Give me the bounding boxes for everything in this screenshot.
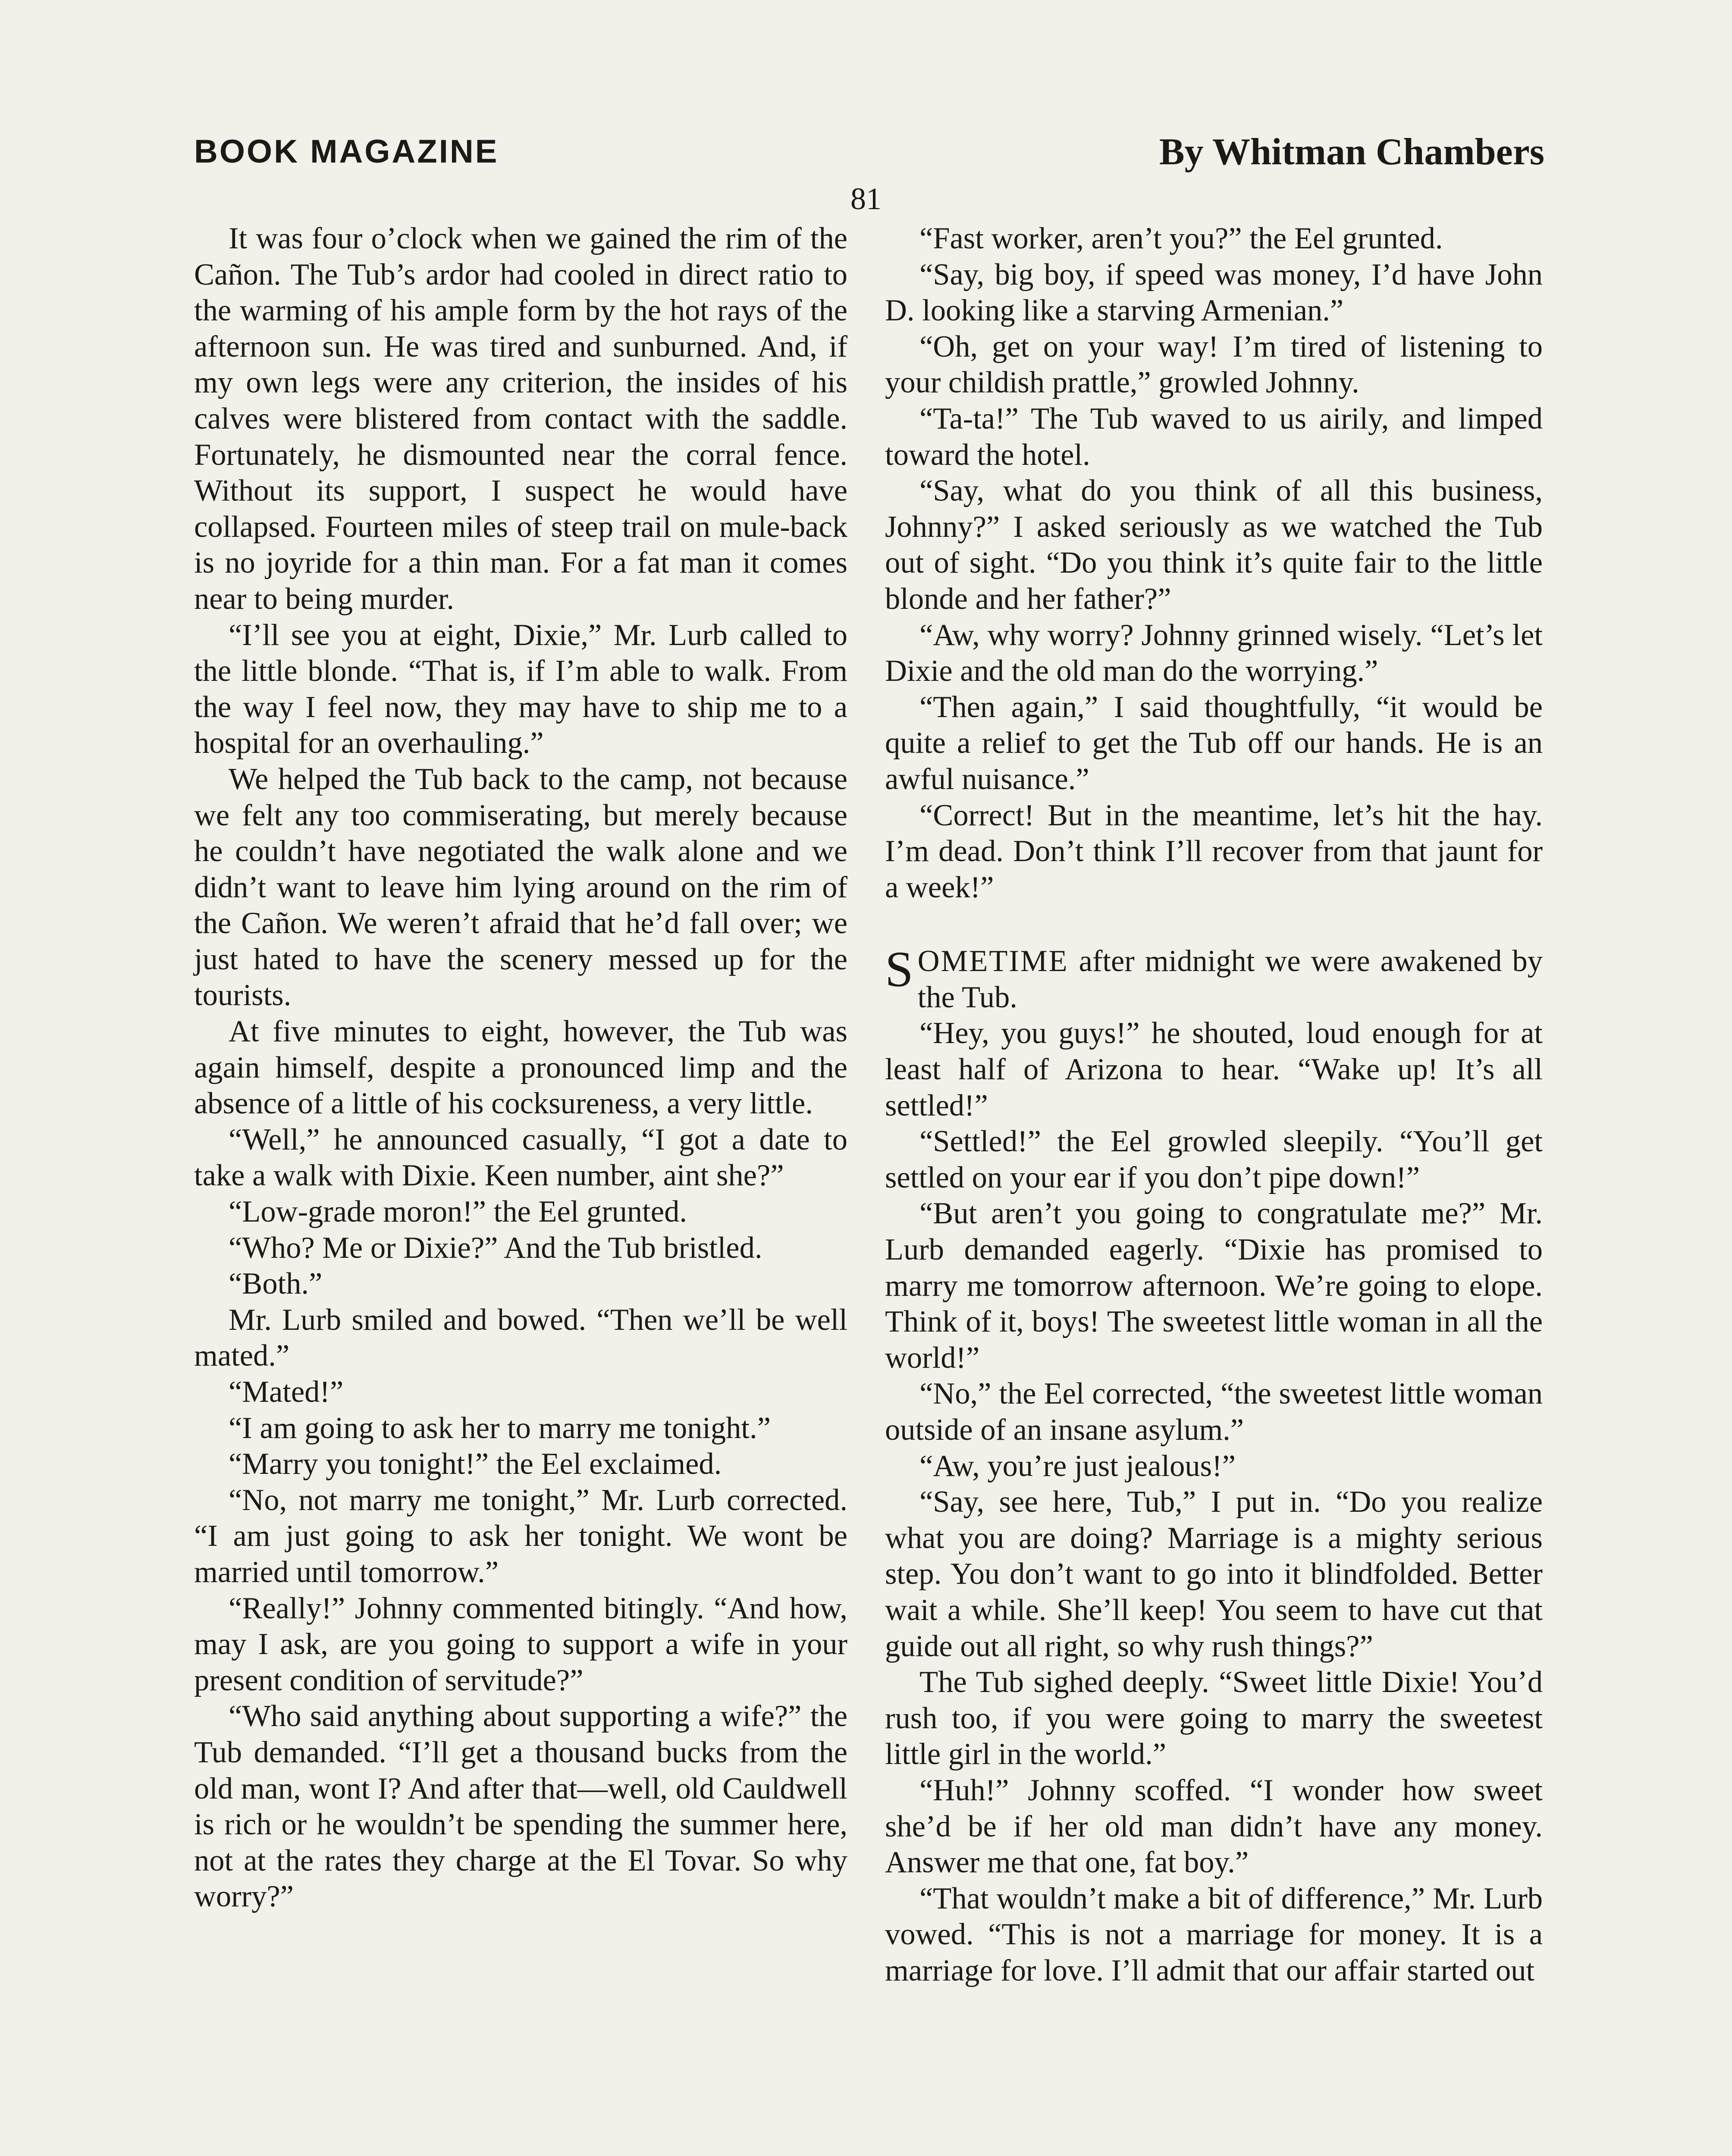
page-number: 81 [850,182,882,216]
paragraph: “Say, see here, Tub,” I put in. “Do you realize what you are doing? Marriage is a mighty serious step. You don’t want to go into it blindfolded. Better wait a while. She’ll keep! You seem to have cut that guide out all right, so why rush things?” [885,1485,1543,1663]
paragraph: “Say, big boy, if speed was money, I’d have John D. looking like a starving Armenian.” [885,257,1543,328]
paragraph: “Settled!” the Eel growled sleepily. “You’ll get settled on your ear if you don’t pipe down!” [885,1125,1543,1194]
paragraph: “Say, what do you think of all this business, Johnny?” I asked seriously as we watched the Tub out of sight. “Do you think it’s quite fair to the little blonde and her father?” [885,474,1543,616]
author-byline: By Whitman Chambers [1159,131,1544,173]
paragraph: “Huh!” Johnny scoffed. “I wonder how sweet she’d be if her old man didn’t have any money. Answer me that one, fat boy.” [885,1773,1543,1880]
paragraph: “Aw, why worry? Johnny grinned wisely. “Let’s let Dixie and the old man do the worrying.” [885,618,1543,688]
paragraph: “Aw, you’re just jealous!” [919,1449,1236,1483]
paragraph: “I’ll see you at eight, Dixie,” Mr. Lurb called to the little blonde. “That is, if I’m able to walk. From the way I feel now, they may have to ship me to a hospital for an overhauling.” [194,618,847,760]
paragraph: “Mated!” [229,1375,344,1409]
paragraph: “Well,” he announced casually, “I got a date to take a walk with Dixie. Keen number, aint she?” [194,1122,847,1193]
paragraph: It was four o’clock when we gained the rim of the Cañon. The Tub’s ardor had cooled in direct ratio to the warming of his ample form by the hot rays of the afternoon sun. He was tired and sunburned. And, if my own legs were any criterion, the insides of his calves were blistered from contact with the saddle. Fortunately, he dismounted near the corral fence. Without its support, I suspect he would have collapsed. Fourteen miles of steep trail on mule-back is no joyride for a thin man. For a fat man it comes near to being murder. [194,222,847,616]
paragraph: “Really!” Johnny commented bitingly. “And how, may I ask, are you going to support a wife in your present condition of servitude?” [194,1591,847,1697]
paragraph: The Tub sighed deeply. “Sweet little Dixie! You’d rush too, if you were going to marry the sweetest little girl in the world.” [885,1665,1543,1771]
paragraph: “No,” the Eel corrected, “the sweetest little woman outside of an insane asylum.” [885,1377,1543,1447]
paragraph: “Then again,” I said thoughtfully, “it would be quite a relief to get the Tub off our hands. He is an awful nuisance.” [885,690,1543,796]
section-break-paragraph [885,943,1543,1015]
paragraph: “Correct! But in the meantime, let’s hit the hay. I’m dead. Don’t think I’ll recover from that jaunt for a week!” [885,798,1543,904]
paragraph: “Who? Me or Dixie?” And the Tub bristled. [229,1231,762,1265]
paragraph: “Fast worker, aren’t you?” the Eel grunted. [919,222,1443,255]
page-header [194,133,1544,180]
paragraph: “But aren’t you going to congratulate me?” Mr. Lurb demanded eagerly. “Dixie has promised to marry me tomorrow afternoon. We’re going to elope. Think of it, boys! The sweetest little woman in all the world!” [885,1197,1543,1375]
paragraph: “Marry you tonight!” the Eel exclaimed. [229,1447,722,1481]
left-column [194,221,847,1915]
small-caps-lead: OMETIME [917,944,1069,978]
paragraph: “Low-grade moron!” the Eel grunted. [229,1195,687,1229]
paragraph: We helped the Tub back to the camp, not because we felt any too commiserating, but merely because he couldn’t have negotiated the walk alone and we didn’t want to leave him lying around on the rim of the Cañon. We weren’t afraid that he’d fall over; we just hated to have the scenery messed up for the tourists. [194,762,847,1012]
paragraph: Mr. Lurb smiled and bowed. “Then we’ll be well mated.” [194,1303,847,1373]
paragraph: “Who said anything about supporting a wife?” the Tub demanded. “I’ll get a thousand bucks from the old man, wont I? And after that—well, old Cauldwell is rich or he wouldn’t be spending the summer here, not at the rates they charge at the El Tovar. So why worry?” [194,1699,847,1914]
paragraph: “Hey, you guys!” he shouted, loud enough for at least half of Arizona to hear. “Wake up! It’s all settled!” [885,1016,1543,1122]
paragraph: “Oh, get on your way! I’m tired of listening to your childish prattle,” growled Johnny. [885,329,1543,400]
paragraph: “That wouldn’t make a bit of difference,” Mr. Lurb vowed. “This is not a marriage for money. It is a marriage for love. I’ll admit that our affair started out [885,1881,1543,1987]
right-column [885,221,1543,1989]
drop-cap: S [885,941,913,998]
magazine-title: BOOK MAGAZINE [194,133,499,170]
section-lead-text: after midnight we were awakened by the Tub. [917,944,1543,1014]
paragraph: “Ta-ta!” The Tub waved to us airily, and limped toward the hotel. [885,401,1543,472]
paragraph: “No, not marry me tonight,” Mr. Lurb corrected. “I am just going to ask her tonight. We wont be married until tomorrow.” [194,1483,847,1589]
paragraph: “Both.” [229,1267,323,1301]
paragraph: At five minutes to eight, however, the Tub was again himself, despite a pronounced limp and the absence of a little of his cocksureness, a very little. [194,1015,847,1121]
paragraph: “I am going to ask her to marry me tonight.” [229,1411,771,1445]
